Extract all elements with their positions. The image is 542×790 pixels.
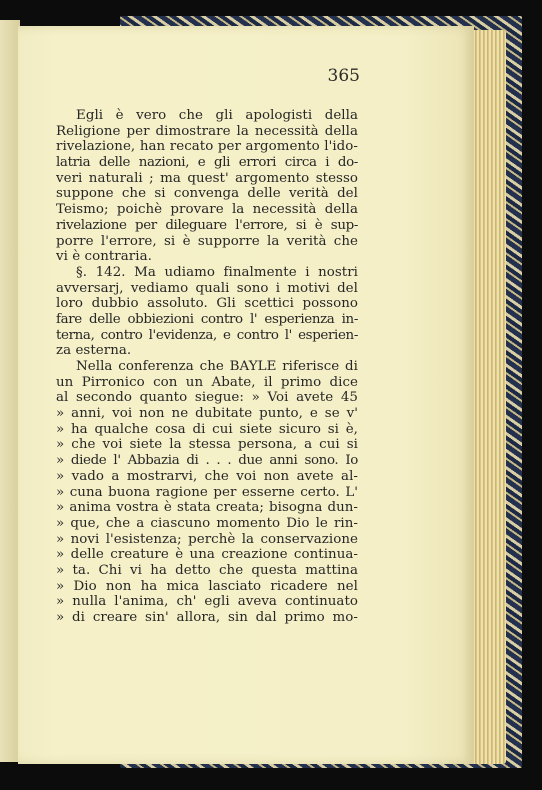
text-line: » diede l' Abbazia di . . . due anni sono. Io — [56, 453, 358, 469]
text-line: rivelazione, han recato per argomento l'ido- — [56, 139, 358, 155]
text-line: al secondo quanto siegue: » Voi avete 45 — [56, 390, 358, 406]
text-line: Teismo; poichè provare la necessità della — [56, 202, 358, 218]
text-line: loro dubbio assoluto. Gli scettici possono — [56, 296, 358, 312]
text-line: latria delle nazioni, e gli errori circa i do- — [56, 155, 358, 171]
text-line: » delle creature è una creazione continua- — [56, 547, 358, 563]
text-line: Religione per dimostrare la necessità della — [56, 123, 358, 139]
text-line: suppone che si convenga delle verità del — [56, 186, 358, 202]
text-line: » vado a mostrarvi, che voi non avete al- — [56, 468, 358, 484]
text-line: » novi l'esistenza; perchè la conservazione — [56, 531, 358, 547]
text-line: » Dio non ha mica lasciato ricadere nel — [56, 578, 358, 594]
text-line: » nulla l'anima, ch' egli aveva continuato — [56, 594, 358, 610]
text-line: » que, che a ciascuno momento Dio le rin- — [56, 515, 358, 531]
text-line: porre l'errore, si è supporre la verità che — [56, 233, 358, 249]
text-line: za esterna. — [56, 343, 132, 359]
text-line: vi è contraria. — [56, 249, 152, 265]
page-number: 365 — [327, 66, 360, 86]
text-line: veri naturali ; ma quest' argomento stesso — [56, 170, 358, 186]
text-line: Nella conferenza che BAYLE riferisce di — [76, 359, 358, 374]
text-line: un Pirronico con un Abate, il primo dice — [56, 374, 358, 390]
text-line: Egli è vero che gli apologisti della — [76, 108, 358, 123]
text-line: » anni, voi non ne dubitate punto, e se v' — [56, 406, 358, 422]
text-line: fare delle obbiezioni contro l' esperienza in- — [56, 311, 358, 327]
text-line: » ha qualche cosa di cui siete sicuro si è, — [56, 421, 358, 437]
text-line: » di creare sin' allora, sin dal primo mo- — [56, 610, 358, 625]
text-line: » ta. Chi vi ha detto che questa mattina — [56, 562, 358, 578]
page-text — [56, 108, 358, 626]
text-line: terna, contro l'evidenza, e contro l' esperien- — [56, 327, 358, 343]
text-line: » anima vostra è stata creata; bisogna dun- — [56, 500, 358, 516]
text-line: avversarj, vediamo quali sono i motivi del — [56, 280, 358, 296]
text-line: §. 142. Ma udiamo finalmente i nostri — [76, 264, 358, 280]
text-line: rivelazione per dileguare l'errore, si è sup- — [56, 217, 358, 233]
text-line: » che voi siete la stessa persona, a cui si — [56, 437, 358, 453]
facing-page-edge — [0, 20, 20, 762]
text-line: » cuna buona ragione per esserne certo. L' — [56, 484, 358, 500]
